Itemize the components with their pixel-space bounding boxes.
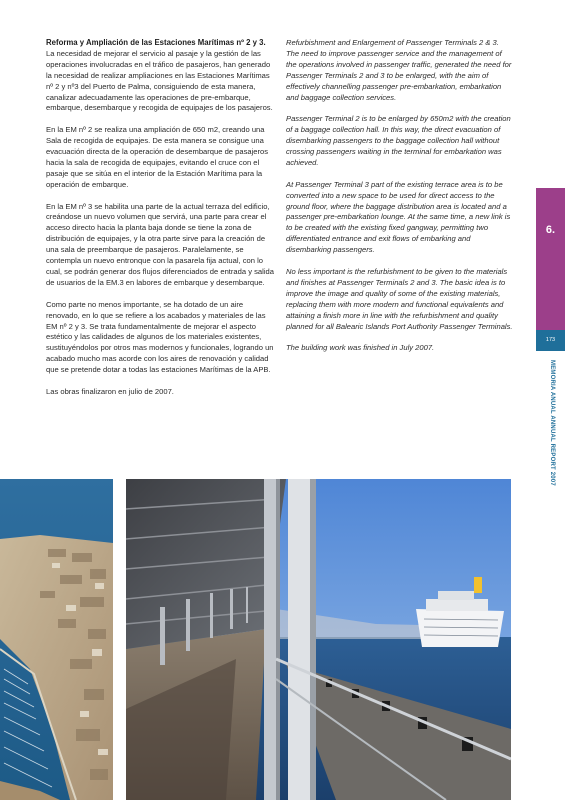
- report-title: MEMORIA ANUAL ANNUAL REPORT 2007: [549, 360, 555, 486]
- spanish-column: [46, 38, 274, 409]
- page-number: 173: [545, 337, 556, 343]
- section-heading: Reforma y Ampliación de las Estaciones Marítimas nº 2 y 3.: [46, 38, 266, 47]
- english-paragraph: No less important is the refurbishment to be given to the materials and finishes at Passenger Terminals 2 and 3. The basic idea is to improve the image and quality of some of the existing materials, replacing them with more modern and functional equivalents and attaining a finish more in line with the refurbishment and quality planned for all Balearic Islands Port Authority Passenger Terminals.: [286, 266, 513, 331]
- english-paragraph: Refurbishment and Enlargement of Passenger Terminals 2 & 3. The need to improve passenger service and the management of the operations involved in passenger traffic, generated the need for Passenger Terminals 2 and 3 to be enlarged, with the aim of effectively channelling passenger pre-embarkation, embarkation and baggage collection services.: [286, 38, 512, 102]
- english-paragraph: At Passenger Terminal 3 part of the existing terrace area is to be converted into a new space to be used for direct access to the ground floor, where the baggage distribution area is located and a passenger pre-embarkation lounge. At the same time, a new link is to be created with the existing fixed gangway, permitting two differentiated entrance and exit flows of embarking and disembarking passengers.: [286, 179, 511, 255]
- harbour-aerial-photo: [0, 479, 113, 800]
- spanish-paragraph: En la EM nº 3 se habilita una parte de la actual terraza del edificio, creándose un nuevo volumen que servirá, una parte para crear el acceso directo hacia la planta baja donde se tiene la zona de distribución de equipajes, y la otra parte sirve para la creación de una sala de preembarque de pasajeros. Paralelamente, se contempla un nuevo entronque con la pasarela fija actual, con lo cual, se podrán generar dos flujos diferenciados de entrada y salida de usuarios de la EM.3 en labores de embarque y desembarque.: [46, 201, 274, 287]
- english-paragraph: Passenger Terminal 2 is to be enlarged by 650m2 with the creation of a baggage collection hall. In this way, the direct evacuation of disembarking passengers to the baggage collection hall without crossing passengers waiting in the terminal for embarkation was achieved.: [286, 114, 511, 167]
- page-number-tab: [536, 330, 565, 351]
- spanish-paragraph: La necesidad de mejorar el servicio al pasaje y la gestión de las operaciones involucradas en el tráfico de pasajeros, han generado la necesidad de realizar ampliaciones en las Estaciones Marítimas nº 2 y nº3 del Puerto de Palma, consiguiendo de esta manera, canalizar adecuadamente las operaciones de pre-embarque, embarque, desembarque y recogida de equipajes de los pasajeros.: [46, 48, 273, 113]
- terminal-walkway-photo: [126, 479, 511, 800]
- english-column: [286, 38, 514, 365]
- section-number: 6.: [545, 224, 556, 236]
- spanish-paragraph: Como parte no menos importante, se ha dotado de un aire renovado, en lo que se refiere a los acabados y materiales de las EM nº 2 y 3. Se trata fundamentalmente de mejorar el aspecto estético y las calidades de algunos de los materiales existentes, sustituyéndolos por otros mas modernos y funcionales, logrando un acabado mucho mas acorde con los aires de renovación y calidad que se pretende dotar a todas las estaciones Marítimas de la APB.: [46, 299, 274, 375]
- spanish-paragraph: En la EM nº 2 se realiza una ampliación de 650 m2, creando una Sala de recogida de equipajes. De esta manera se consigue una evacuación directa de la operación de desembarque de pasajeros hacia la sala de recogida de equipajes, evitando el cruce con el pasaje que se sitúa en el interior de la Estación Marítima para la operación de embarque.: [46, 125, 269, 189]
- section-tab: [536, 188, 565, 330]
- spanish-paragraph: Las obras finalizaron en julio de 2007.: [46, 386, 174, 396]
- english-paragraph: The building work was finished in July 2007.: [286, 343, 435, 353]
- report-title-vertical: [546, 360, 556, 510]
